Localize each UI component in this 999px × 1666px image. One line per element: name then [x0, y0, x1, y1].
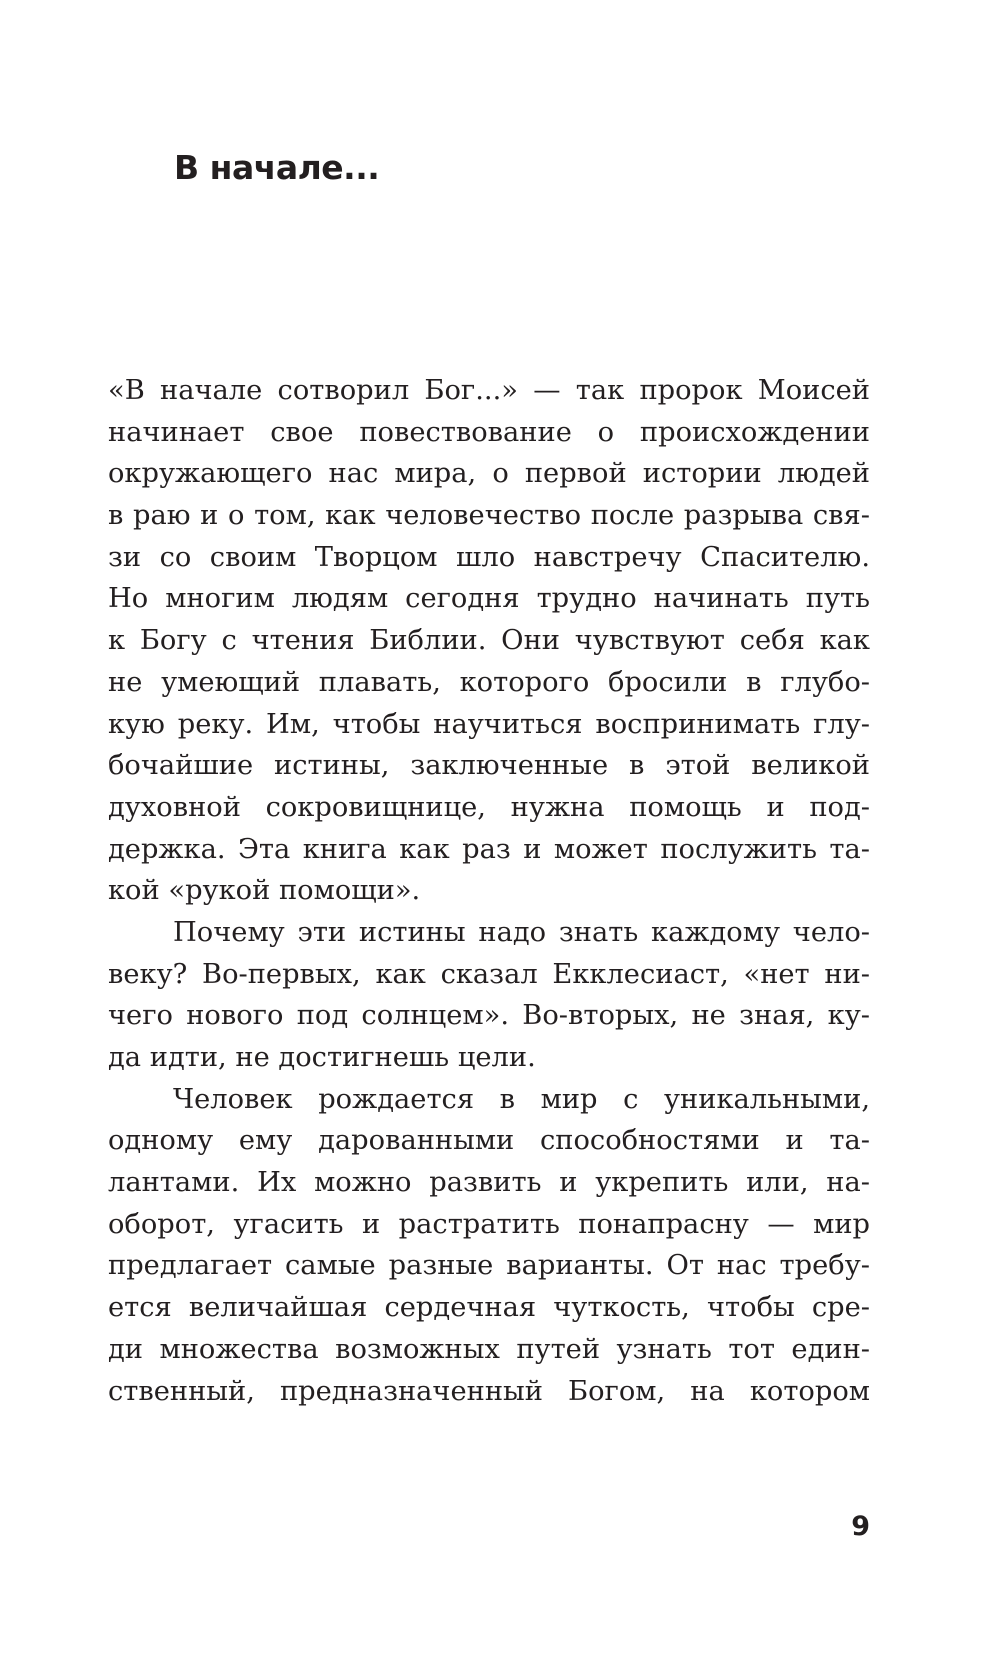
text-line: предлагает самые разные варианты. От нас требу-	[108, 1250, 870, 1282]
text-line: ди множества возможных путей узнать тот един-	[108, 1333, 870, 1365]
text-line: чего нового под солнцем». Во-вторых, не зная, ку-	[108, 1000, 870, 1032]
text-line: начинает свое повествование о происхождении	[108, 416, 870, 448]
text-line: окружающего нас мира, о первой истории людей	[108, 458, 870, 490]
text-line: кую реку. Им, чтобы научиться воспринимать глу-	[108, 708, 870, 740]
text-line: кой «рукой помощи».	[108, 875, 421, 907]
text-line: одному ему дарованными способностями и та-	[108, 1125, 870, 1157]
text-line: не умеющий плавать, которого бросили в глубо-	[108, 666, 870, 698]
text-line: лантами. Их можно развить и укрепить или, на-	[108, 1167, 870, 1199]
text-line: веку? Во-первых, как сказал Екклесиаст, «нет ни-	[108, 958, 870, 990]
text-line: бочайшие истины, заключенные в этой великой	[108, 750, 870, 782]
text-line: Человек рождается в мир с уникальными,	[173, 1083, 870, 1115]
text-line: «В начале сотворил Бог...» — так пророк Моисей	[108, 375, 870, 406]
text-line: в раю и о том, как человечество после разрыва свя-	[108, 500, 870, 532]
text-line: ственный, предназначенный Богом, на котором	[108, 1375, 870, 1407]
text-line: оборот, угасить и растратить понапрасну — мир	[108, 1208, 870, 1240]
text-line: к Богу с чтения Библии. Они чувствуют себя как	[108, 625, 870, 657]
text-line: ется величайшая сердечная чуткость, чтобы сре-	[108, 1292, 870, 1324]
text-line: зи со своим Творцом шло навстречу Спасителю.	[108, 541, 870, 573]
text-line: Почему эти истины надо знать каждому чело-	[173, 916, 870, 948]
text-line: духовной сокровищнице, нужна помощь и под-	[108, 791, 870, 823]
text-line: Но многим людям сегодня трудно начинать путь	[108, 583, 870, 615]
text-line: да идти, не достигнешь цели.	[108, 1042, 536, 1073]
body-text	[108, 370, 870, 1412]
chapter-heading: В начале...	[174, 148, 380, 187]
page-number: 9	[851, 1511, 870, 1542]
text-line: держка. Эта книга как раз и может послужить та-	[108, 833, 870, 865]
